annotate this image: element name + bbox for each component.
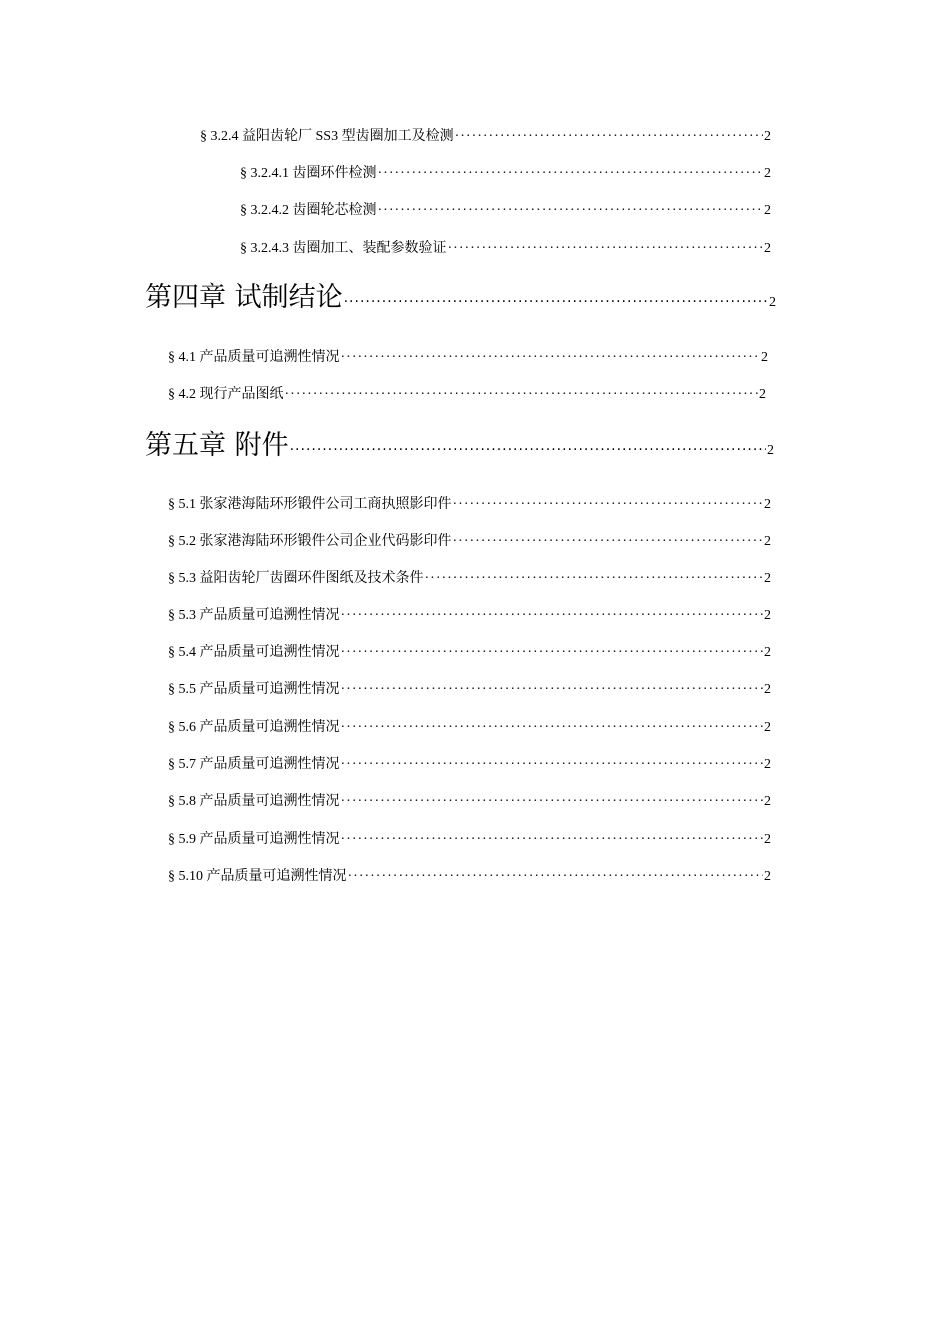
toc-entry-label: § 5.2 张家港海陆环形锻件公司企业代码影印件	[168, 534, 452, 549]
toc-entry-5-3-drawings[interactable]	[168, 570, 771, 588]
dot-leader	[341, 607, 764, 625]
toc-entry-label: § 3.2.4 益阳齿轮厂 SS3 型齿圈加工及检测	[200, 129, 454, 144]
toc-entry-5-3[interactable]	[168, 607, 771, 625]
toc-entry-5-8[interactable]	[168, 793, 771, 811]
toc-page-number: 2	[759, 387, 766, 402]
chapter-title: 第四章 试制结论	[145, 282, 343, 313]
toc-entry-label: § 5.3 益阳齿轮厂齿圈环件图纸及技术条件	[168, 571, 424, 586]
toc-entry-5-5[interactable]	[168, 681, 771, 699]
dot-leader	[453, 533, 764, 551]
toc-page-number: 2	[764, 129, 771, 144]
toc-entry-label: § 5.9 产品质量可追溯性情况	[168, 832, 340, 847]
toc-page-number: 2	[764, 497, 771, 512]
toc-entry-5-7[interactable]	[168, 756, 771, 774]
toc-entry-5-1[interactable]	[168, 496, 771, 514]
toc-page-number: 2	[764, 869, 771, 884]
dot-leader	[341, 644, 764, 662]
toc-entry-label: § 3.2.4.1 齿圈环件检测	[240, 166, 377, 181]
toc-page-number: 2	[764, 645, 771, 660]
toc-entry-5-6[interactable]	[168, 719, 771, 737]
toc-entry-label: § 5.3 产品质量可追溯性情况	[168, 608, 340, 623]
toc-entry-4-2[interactable]	[168, 386, 766, 404]
toc-entry-label: § 5.8 产品质量可追溯性情况	[168, 794, 340, 809]
toc-page-number: 2	[767, 443, 774, 458]
toc-page-number: 2	[764, 682, 771, 697]
toc-page-number: 2	[761, 350, 768, 365]
toc-entry-3-2-4-2[interactable]	[240, 202, 771, 220]
toc-chapter-5[interactable]	[145, 430, 774, 467]
toc-entry-3-2-4[interactable]	[200, 128, 771, 146]
toc-entry-4-1[interactable]	[168, 349, 768, 367]
toc-page-number: 2	[764, 794, 771, 809]
dot-leader	[341, 756, 764, 774]
dot-leader	[378, 202, 764, 220]
dot-leader	[344, 282, 768, 318]
toc-page-number: 2	[764, 203, 771, 218]
toc-entry-label: § 3.2.4.3 齿圈加工、装配参数验证	[240, 241, 447, 256]
toc-entry-label: § 3.2.4.2 齿圈轮芯检测	[240, 203, 377, 218]
toc-page-number: 2	[764, 571, 771, 586]
dot-leader	[341, 349, 761, 367]
toc-page-number: 2	[764, 832, 771, 847]
toc-page-number: 2	[764, 720, 771, 735]
toc-entry-label: § 5.6 产品质量可追溯性情况	[168, 720, 340, 735]
toc-entry-label: § 5.7 产品质量可追溯性情况	[168, 757, 340, 772]
dot-leader	[341, 719, 764, 737]
toc-entry-label: § 4.2 现行产品图纸	[168, 387, 284, 402]
dot-leader	[425, 570, 764, 588]
chapter-title: 第五章 附件	[145, 430, 289, 461]
dot-leader	[290, 430, 766, 466]
dot-leader	[378, 165, 764, 183]
toc-entry-label: § 5.5 产品质量可追溯性情况	[168, 682, 340, 697]
toc-entry-5-4[interactable]	[168, 644, 771, 662]
toc-entry-3-2-4-3[interactable]	[240, 240, 771, 258]
toc-entry-label: § 4.1 产品质量可追溯性情况	[168, 350, 340, 365]
toc-page-number: 2	[764, 608, 771, 623]
toc-page-number: 2	[769, 295, 776, 310]
dot-leader	[341, 831, 764, 849]
toc-entry-label: § 5.10 产品质量可追溯性情况	[168, 869, 347, 884]
toc-entry-5-10[interactable]	[168, 868, 771, 886]
toc-entry-label: § 5.1 张家港海陆环形锻件公司工商执照影印件	[168, 497, 452, 512]
toc-page-number: 2	[764, 757, 771, 772]
toc-entry-5-2[interactable]	[168, 533, 771, 551]
dot-leader	[348, 868, 764, 886]
toc-page-number: 2	[764, 534, 771, 549]
dot-leader	[285, 386, 759, 404]
dot-leader	[448, 240, 764, 258]
dot-leader	[455, 128, 763, 146]
toc-page-number: 2	[764, 166, 771, 181]
dot-leader	[341, 681, 764, 699]
dot-leader	[341, 793, 764, 811]
toc-entry-5-9[interactable]	[168, 831, 771, 849]
toc-entry-3-2-4-1[interactable]	[240, 165, 771, 183]
toc-entry-label: § 5.4 产品质量可追溯性情况	[168, 645, 340, 660]
toc-page-number: 2	[764, 241, 771, 256]
toc-chapter-4[interactable]	[145, 282, 776, 319]
dot-leader	[453, 496, 764, 514]
